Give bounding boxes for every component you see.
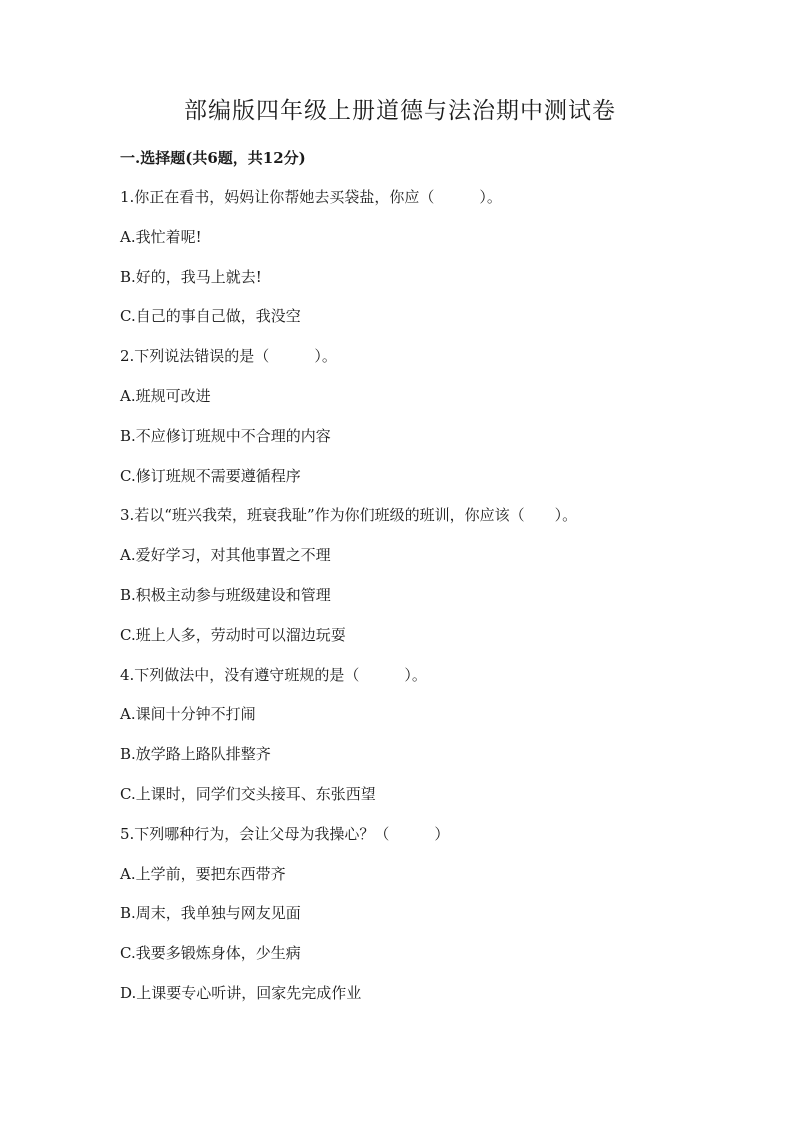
question-2-option-a: A.班规可改进	[120, 386, 211, 405]
question-1-option-a: A.我忙着呢!	[120, 227, 202, 246]
page-title: 部编版四年级上册道德与法治期中测试卷	[184, 98, 616, 124]
question-3-option-b: B.积极主动参与班级建设和管理	[120, 585, 331, 604]
question-5-option-d: D.上课要专心听讲，回家先完成作业	[120, 983, 362, 1002]
section-heading: 一.选择题(共6题，共12分)	[120, 149, 306, 167]
question-5-option-b: B.周末，我单独与网友见面	[120, 904, 301, 923]
question-4-option-a: A.课间十分钟不打闹	[120, 705, 256, 724]
question-5-option-c: C.我要多锻炼身体，少生病	[120, 944, 301, 963]
question-2-option-c: C.修订班规不需要遵循程序	[120, 466, 301, 485]
question-3-option-a: A.爱好学习，对其他事置之不理	[120, 546, 331, 565]
question-list	[120, 185, 760, 1021]
question-1-option-c: C.自己的事自己做，我没空	[120, 307, 301, 326]
question-1-option-b: B.好的，我马上就去!	[120, 267, 262, 286]
question-1: 1.你正在看书，妈妈让你帮她去买袋盐，你应（ ）。	[120, 188, 502, 206]
question-2-option-b: B.不应修订班规中不合理的内容	[120, 426, 331, 445]
question-3: 3.若以“班兴我荣，班衰我耻”作为你们班级的班训，你应该（ ）。	[120, 506, 578, 525]
question-5: 5.下列哪种行为，会让父母为我操心？（ ）	[120, 824, 450, 843]
question-2: 2.下列说法错误的是（ ）。	[120, 347, 337, 366]
question-3-option-c: C.班上人多，劳动时可以溜边玩耍	[120, 625, 346, 644]
question-4-option-c: C.上课时，同学们交头接耳、东张西望	[120, 784, 376, 803]
question-4-option-b: B.放学路上路队排整齐	[120, 745, 271, 764]
question-5-option-a: A.上学前，要把东西带齐	[120, 864, 286, 883]
question-4: 4.下列做法中，没有遵守班规的是（ ）。	[120, 665, 427, 684]
